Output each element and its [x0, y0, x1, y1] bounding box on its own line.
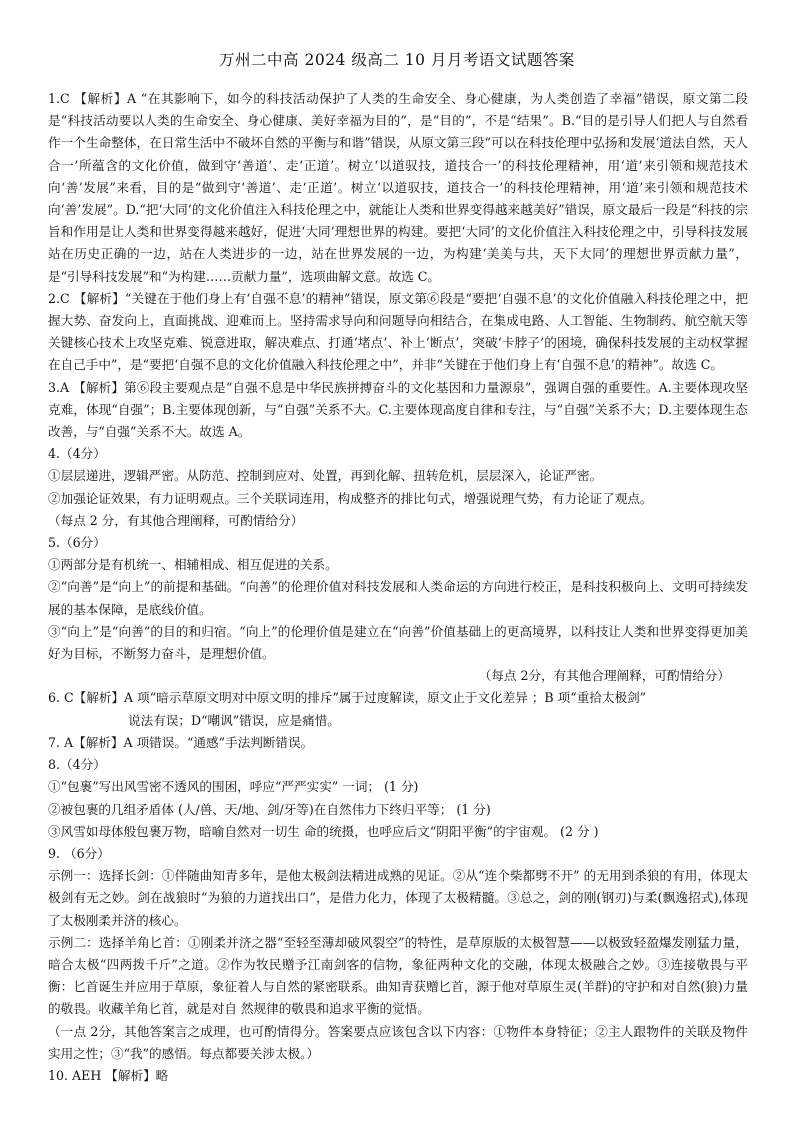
answer-5-scoring-note: （每点 2分，有其他合理阐释，可酌情给分） [478, 668, 730, 684]
answer-10: 10. AEH 【解析】略 [48, 1067, 169, 1083]
question-9-heading: 9. （6分） [48, 845, 110, 861]
answer-4-point-2: ②加强论证效果，有力证明观点。三个关联词连用，构成整齐的排比句式，增强说理气势，有力论证了观点。 [48, 490, 653, 506]
answer-5-point-3: ③“向上”是“向善”的目的和归宿。“向上”的伦理价值是建立在“向善”价值基础上的更高境界，以科技让人类和世界变得更加美好为目标，不断努力奋斗，是理想价值。 [48, 623, 748, 662]
answer-4-point-1: ①层层递进，逻辑严密。从防范、控制到应对、处置，再到化解、扭转危机，层层深入，论证严密。 [48, 468, 603, 484]
answer-2: 2.C 【解析】“关键在于他们身上有‘自强不息’的精神”错误，原文第⑥段是“要把‘自强不息’的文化价值融入科技伦理之中，把握大势、奋发向上，直面挑战、迎难而上。坚持需求导向和问题导向相结合，在集成电路、人工智能、生物制药、航空航天等关键核心技术上攻坚克难、锐意进取，解决难点、打通‘堵点’、补上‘断点’，突破‘卡脖子’的困境，确保科技发展的主动权掌握在自己手中”，是“要把‘自强不息的文化价值融入科技伦理之中”，并非“关键在于他们身上有‘自强不息’的精神”。故选 C。 [48, 290, 748, 373]
answer-7: 7. A【解析】A 项错误。“通感”手法判断错误。 [48, 734, 314, 750]
answer-9-example-1: 示例一：选择长剑：①伴随曲知青多年，是他太极剑法精进成熟的见证。②从“连个柴都劈不开” 的无用到杀狼的有用，体现太极剑有无之妙。剑在战狼时“为狼的力道找出口”，是借力化力，体现了太极精髓。③总之，剑的刚(钢刃)与柔(飘逸招式),体现了太极刚柔并济的核心。 [48, 868, 748, 928]
question-5-heading: 5.（6分） [48, 535, 106, 551]
question-4-heading: 4.（4分） [48, 446, 106, 462]
answer-8-point-1: ①“包裹”写出风雪密不透风的围困，呼应“严严实实” 一词； (1 分) [48, 779, 419, 795]
answer-6: 6. C【解析】A 项“暗示草原文明对中原文明的排斥”属于过度解读，原文止于文化差异 ；B 项“重拾太极剑” [48, 690, 647, 706]
answer-9-scoring-note: （一点 2分，其他答案言之成理，也可酌情得分。答案要点应该包含以下内容：①物件本身特征；②主人跟物件的关联及物件实用之性；③“我”的感悟。每点都要关涉太极。） [48, 1023, 748, 1061]
page-title: 万州二中高 2024 级高二 10 月月考语文试题答案 [219, 51, 575, 69]
answer-5-point-1: ①两部分是有机统一、相辅相成、相互促进的关系。 [48, 557, 338, 573]
answer-9-example-2: 示例二：选择羊角匕首：①刚柔并济之器“至轻至薄却破风裂空”的特性，是草原版的太极智慧——以极致轻盈爆发刚猛力量，暗合太极“四两拨千斤”之道。②作为牧民赠予江南剑客的信物，象征两种文化的交融，体现太极融合之妙。③连接敬畏与平衡：匕首诞生并应用于草原，象征着人与自然的紧密联系。曲知青获赠匕首，源于他对草原生灵(羊群)的守护和对自然(狼)力量的敬畏。收藏羊角匕首，就是对自 然规律的敬畏和追求平衡的觉悟。 [48, 934, 748, 1017]
answer-4-scoring-note: （每点 2 分，有其他合理阐释，可酌情给分） [48, 512, 304, 528]
answer-6-continued: 说法有误；D“嘲讽”错误，应是痛惜。 [128, 712, 340, 728]
answer-3: 3.A 【解析】第⑥段主要观点是“自强不息是中华民族拼搏奋斗的文化基因和力量源泉”，强调自强的重要性。A.主要体现攻坚克难，体现“自强”；B.主要体现创新，与“自强”关系不大。C.主要体现高度自律和专注，与“自强”关系不大；D.主要体现生态改善，与“自强”关系不大。故选 A。 [48, 379, 748, 440]
answer-5-point-2: ②“向善”是“向上”的前提和基础。“向善”的伦理价值对科技发展和人类命运的方向进行校正，是科技积极向上、文明可持续发展的基本保障，是底线价值。 [48, 579, 748, 617]
answer-8-point-2: ②被包裹的几组矛盾体 (人/兽、天/地、剑/牙等)在自然伟力下终归平等； (1 分) [48, 801, 491, 817]
answer-content [48, 88, 748, 1087]
answer-8-point-3: ③风雪如母体般包裹万物，暗喻自然对一切生 命的统摄，也呼应后文“阴阳平衡”的宇宙观。 (2 分 ) [48, 823, 599, 839]
answer-1: 1.C 【解析】A “在其影响下，如今的科技活动保护了人类的生命安全、身心健康，为人类创造了幸福”错误，原文第二段是“科技活动要以人类的生命安全、身心健康、美好幸福为目的”，是“目的”，不是“结果”。B.“目的是引导人们把人与自然看作一个生命整体，在日常生活中不破坏自然的平衡与和谐”错误，从原文第三段“可以在科技伦理中弘扬和发展‘道法自然，天人合一’所蕴含的文化价值，做到守‘善道’、走‘正道’。树立‘以道驭技，道技合一’的科技伦理精神，用‘道’来引领和规范技术向‘善’发展”来看，目的是“做到守‘善道’、走‘正道’。树立‘以道驭技，道技合一’的科技伦理精神，用‘道’来引领和规范技术向‘善’发展”。D.“把‘大同’的文化价值注入科技伦理之中，就能让人类和世界变得越来越美好”错误，原文最后一段是“科技的宗旨和作用是让人类和世界变得越来越好，促进‘大同’理想世界的构建。要把‘大同’的文化价值注入科技伦理之中，引导科技发展站在历史正确的一边，站在人类进步的一边，站在世界发展的一边，为构建‘美美与共，天下大同’的理想世界贡献力量”，是“引导科技发展”和“为构建……贡献力量”，选项曲解文意。故选 C。 [48, 91, 748, 284]
question-8-heading: 8.（4分） [48, 757, 106, 773]
